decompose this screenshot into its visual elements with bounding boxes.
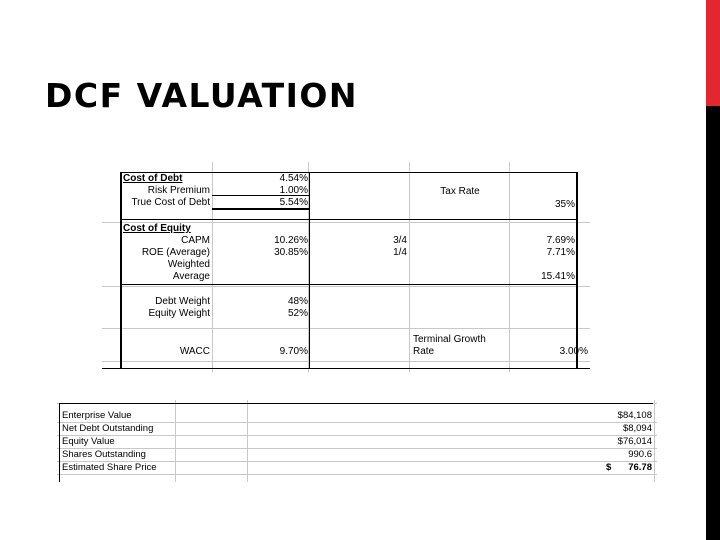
shares-outstanding-label: Shares Outstanding bbox=[62, 449, 146, 460]
cost-of-debt-value: 4.54% bbox=[279, 173, 308, 184]
debt-weight-label: Debt Weight bbox=[155, 296, 210, 307]
roe-label: ROE (Average) bbox=[141, 247, 210, 258]
share-price-label: Estimated Share Price bbox=[62, 462, 157, 473]
tax-rate-value: 35% bbox=[554, 199, 575, 210]
equity-value: $76,014 bbox=[617, 436, 652, 447]
weighted-label-1: Weighted bbox=[167, 259, 210, 270]
capm-value: 10.26% bbox=[274, 235, 308, 246]
true-cost-value: 5.54% bbox=[279, 197, 308, 208]
weighted-average-value: 15.41% bbox=[541, 271, 575, 282]
true-cost-label: True Cost of Debt bbox=[131, 197, 210, 208]
terminal-growth-label-2: Rate bbox=[413, 346, 435, 357]
risk-premium-value: 1.00% bbox=[279, 185, 308, 196]
capm-weight: 3/4 bbox=[393, 235, 407, 246]
roe-weighted: 7.71% bbox=[546, 247, 575, 258]
capm-label: CAPM bbox=[181, 235, 210, 246]
terminal-growth-label-1: Terminal Growth bbox=[413, 334, 486, 345]
roe-weight: 1/4 bbox=[393, 247, 407, 258]
cost-of-equity-heading: Cost of Equity bbox=[123, 223, 191, 234]
wacc-spreadsheet bbox=[102, 162, 590, 372]
risk-premium-label: Risk Premium bbox=[147, 185, 210, 196]
net-debt-value: $8,094 bbox=[622, 423, 652, 434]
net-debt-label: Net Debt Outstanding bbox=[62, 423, 154, 434]
equity-weight-value: 52% bbox=[287, 308, 308, 319]
accent-bar-red bbox=[706, 0, 720, 106]
valuation-spreadsheet bbox=[57, 400, 657, 482]
weighted-label-2: Average bbox=[172, 271, 210, 282]
roe-value: 30.85% bbox=[274, 247, 308, 258]
equity-value-label: Equity Value bbox=[62, 436, 115, 447]
slide-title: DCF VALUATION bbox=[45, 76, 359, 115]
capm-weighted: 7.69% bbox=[546, 235, 575, 246]
debt-weight-value: 48% bbox=[287, 296, 308, 307]
accent-bar-black bbox=[706, 106, 720, 540]
enterprise-value: $84,108 bbox=[617, 410, 652, 421]
wacc-value: 9.70% bbox=[279, 346, 308, 357]
equity-weight-label: Equity Weight bbox=[148, 308, 210, 319]
tax-rate-label: Tax Rate bbox=[440, 186, 480, 197]
share-price-currency: $ bbox=[606, 462, 612, 473]
enterprise-value-label: Enterprise Value bbox=[62, 410, 132, 421]
cost-of-debt-heading: Cost of Debt bbox=[123, 173, 183, 184]
wacc-label: WACC bbox=[179, 346, 210, 357]
share-price-value: 76.78 bbox=[628, 462, 652, 473]
terminal-growth-value: 3.00% bbox=[559, 346, 588, 357]
shares-outstanding-value: 990.6 bbox=[628, 449, 652, 460]
